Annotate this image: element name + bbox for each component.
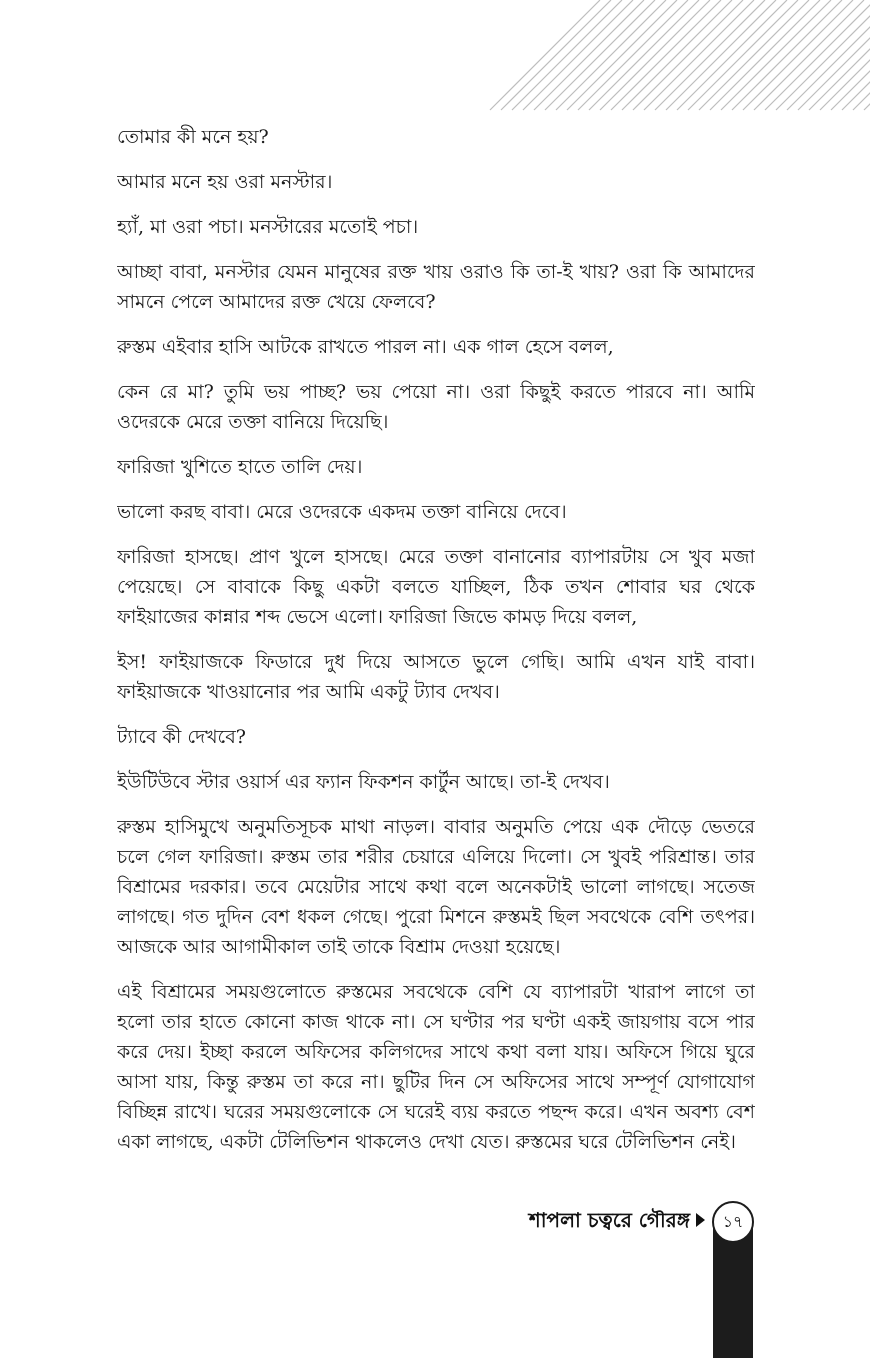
paragraph: ইস! ফাইয়াজকে ফিডারে দুধ দিয়ে আসতে ভুলে গেছি। আমি এখন যাই বাবা। ফাইয়াজকে খাওয়ানোর পর আমি একটু ট্যাব দেখব। <box>117 651 755 703</box>
paragraph: আমার মনে হয় ওরা মনস্টার। <box>117 171 333 193</box>
paragraph: হ্যাঁ, মা ওরা পচা। মনস্টারের মতোই পচা। <box>117 216 419 238</box>
paragraph: কেন রে মা? তুমি ভয় পাচ্ছ? ভয় পেয়ো না। ওরা কিছুই করতে পারবে না। আমি ওদেরকে মেরে তক্তা বানিয়ে দিয়েছি। <box>117 381 755 433</box>
paragraph: ট্যাবে কী দেখবে? <box>117 726 246 748</box>
running-footer-book-title: শাপলা চত্বরে গৌরঙ্গ <box>528 1208 690 1232</box>
paragraph: রুস্তম হাসিমুখে অনুমতিসূচক মাথা নাড়ল। বাবার অনুমতি পেয়ে এক দৌড়ে ভেতরে চলে গেল ফারিজা। রুস্তম তার শরীর চেয়ারে এলিয়ে দিলো। সে খুবই পরিশ্রান্ত। তার বিশ্রামের দরকার। তবে মেয়েটার সাথে কথা বলে অনেকটাই ভালো লাগছে। সতেজ লাগছে। গত দুদিন বেশ ধকল গেছে। পুরো মিশনে রুস্তমই ছিল সবথেকে বেশি তৎপর। আজকে আর আগামীকাল তাই তাকে বিশ্রাম দেওয়া হয়েছে। <box>117 816 755 958</box>
paragraph: ইউটিউবে স্টার ওয়ার্স এর ফ্যান ফিকশন কার্টুন আছে। তা-ই দেখব। <box>117 771 610 793</box>
paragraph: ফারিজা হাসছে। প্রাণ খুলে হাসছে। মেরে তক্তা বানানোর ব্যাপারটায় সে খুব মজা পেয়েছে। সে বাবাকে কিছু একটা বলতে যাচ্ছিল, ঠিক তখন শোবার ঘর থেকে ফাইয়াজের কান্নার শব্দ ভেসে এলো। ফারিজা জিভে কামড় দিয়ে বলল, <box>117 546 755 628</box>
paragraph: রুস্তম এইবার হাসি আটকে রাখতে পারল না। এক গাল হেসে বলল, <box>117 336 614 358</box>
hatch-line <box>776 0 870 110</box>
paragraph: ফারিজা খুশিতে হাতে তালি দেয়। <box>117 456 363 478</box>
paragraph: এই বিশ্রামের সময়গুলোতে রুস্তমের সবথেকে বেশি যে ব্যাপারটা খারাপ লাগে তা হলো তার হাতে কোনো কাজ থাকে না। সে ঘণ্টার পর ঘণ্টা একই জায়গায় বসে পার করে দেয়। ইচ্ছা করলে অফিসের কলিগদের সাথে কথা বলা যায়। অফিসে গিয়ে ঘুরে আসা যায়, কিন্তু রুস্তম তা করে না। ছুটির দিন সে অফিসের সাথে সম্পূর্ণ যোগাযোগ বিচ্ছিন্ন রাখে। ঘরের সময়গুলোকে সে ঘরেই ব্যয় করতে পছন্দ করে। এখন অবশ্য বেশ একা লাগছে, একটা টেলিভিশন থাকলেও দেখা যেত। রুস্তমের ঘরে টেলিভিশন নেই। <box>117 981 755 1153</box>
hatch-line <box>809 0 870 110</box>
diagonal-hatch-decoration <box>0 0 870 112</box>
hatch-line <box>853 0 870 110</box>
hatch-line <box>842 0 870 110</box>
paragraph: তোমার কী মনে হয়? <box>117 126 269 148</box>
page-number: ১৭ <box>712 1201 754 1243</box>
hatch-line <box>787 0 870 110</box>
triangle-right-icon <box>696 1213 705 1227</box>
paragraph: ভালো করছ বাবা। মেরে ওদেরকে একদম তক্তা বানিয়ে দেবে। <box>117 501 567 523</box>
hatch-line <box>820 0 870 110</box>
page-body-text <box>117 122 755 1184</box>
paragraph: আচ্ছা বাবা, মনস্টার যেমন মানুষের রক্ত খায় ওরাও কি তা-ই খায়? ওরা কি আমাদের সামনে পেলে আমাদের রক্ত খেয়ে ফেলবে? <box>117 261 755 313</box>
